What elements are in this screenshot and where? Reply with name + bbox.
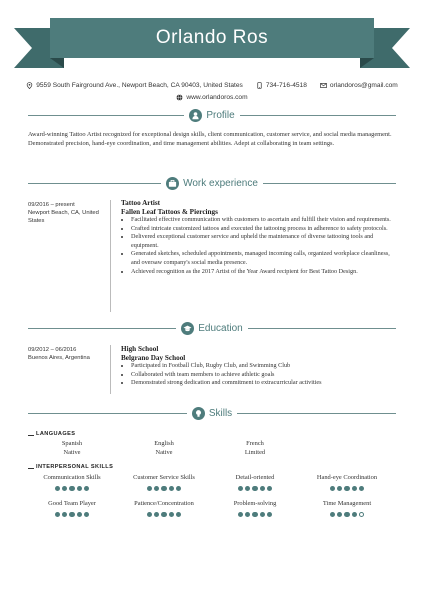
skill-item <box>209 474 301 491</box>
experience-dates: 09/2016 – present <box>28 202 75 208</box>
rating-dot-filled <box>62 486 67 491</box>
company-name: Fallen Leaf Tattoos & Piercings <box>121 207 218 216</box>
experience-section-header <box>28 176 396 190</box>
interpersonal-skills-label: INTERPERSONAL SKILLS <box>36 464 114 470</box>
rating-dot-filled <box>161 486 166 491</box>
rating-dot-filled <box>84 512 89 517</box>
education-bullets <box>121 362 396 388</box>
rating-dot-filled <box>154 512 159 517</box>
rating-dot-filled <box>176 512 181 517</box>
timeline-line <box>110 345 111 394</box>
rating-dot-filled <box>267 512 272 517</box>
contact-email[interactable] <box>320 82 398 89</box>
language-level: Native <box>63 448 81 456</box>
skill-rating <box>301 486 393 491</box>
rating-dot-filled <box>161 512 166 517</box>
rating-dot-filled <box>337 512 342 517</box>
language-name: English <box>154 440 174 447</box>
language-item <box>209 440 301 457</box>
rating-dot-filled <box>55 512 60 517</box>
language-name: French <box>246 440 264 447</box>
divider <box>237 413 396 414</box>
rating-dot-filled <box>359 486 364 491</box>
rating-dot-filled <box>267 486 272 491</box>
skill-name: Detail-oriented <box>235 474 275 481</box>
divider <box>28 115 184 116</box>
candidate-name: Orlando Ros <box>155 27 269 48</box>
rating-dot-filled <box>62 512 67 517</box>
skill-item <box>26 474 118 491</box>
skill-name: Patience/Concentration <box>134 500 194 507</box>
experience-location: Newport Beach, CA, United States <box>28 210 99 224</box>
skill-item <box>118 500 210 517</box>
person-icon <box>189 109 202 122</box>
list-item: • Generated sketches, scheduled appointments, managed incoming calls, organized workplace cleanliness, and oversaw company's social media presence. <box>131 250 396 267</box>
school-name: Belgrano Day School <box>121 353 186 362</box>
skill-item <box>118 474 210 491</box>
name-banner <box>14 18 410 68</box>
list-item: • Facilitated effective communication with customers to ascertain and fulfill their vision and requirements. <box>131 216 396 225</box>
language-name: Spanish <box>61 440 83 447</box>
label-dash <box>28 435 34 436</box>
list-item: • Crafted intricate customized tattoos and executed the tattooing process in adherence to safety protocols. <box>131 225 396 234</box>
banner-main <box>50 18 374 58</box>
education-location: Buenos Aires, Argentina <box>28 355 90 361</box>
divider <box>263 183 396 184</box>
education-dates: 09/2012 – 06/2016 <box>28 347 77 353</box>
skill-name: Time Management <box>322 500 372 507</box>
language-level: Native <box>155 448 173 456</box>
envelope-icon <box>320 82 327 89</box>
skill-rating <box>118 486 210 491</box>
skill-name: Problem-solving <box>233 500 277 507</box>
timeline-line <box>110 200 111 312</box>
rating-dot-filled <box>154 486 159 491</box>
skill-item <box>209 500 301 517</box>
rating-dot-filled <box>176 486 181 491</box>
divider <box>28 413 187 414</box>
rating-dot-filled <box>69 486 74 491</box>
graduation-cap-icon <box>181 322 194 335</box>
rating-dot-filled <box>352 512 357 517</box>
rating-dot-filled <box>330 486 335 491</box>
skill-name: Communication Skills <box>43 474 101 481</box>
skill-item <box>301 474 393 491</box>
rating-dot-filled <box>147 486 152 491</box>
section-title: Work experience <box>183 177 258 189</box>
education-entry <box>121 345 396 388</box>
contact-website[interactable] <box>176 94 247 101</box>
lightbulb-icon <box>192 407 205 420</box>
address-text: 9559 South Fairground Ave., Newport Beach, CA 90403, United States <box>36 81 243 89</box>
website-text: www.orlandoros.com <box>186 93 248 101</box>
experience-bullets <box>121 216 396 276</box>
phone-text: 734-716-4518 <box>265 81 307 89</box>
list-item: • Delivered exceptional customer service and upheld the maintenance of diverse tattooing tools and equipment. <box>131 233 396 250</box>
rating-dot-filled <box>69 512 74 517</box>
divider <box>240 115 396 116</box>
skill-rating <box>209 512 301 517</box>
skill-name: Hand-eye Coordination <box>316 474 378 481</box>
rating-dot-filled <box>337 486 342 491</box>
languages-label: LANGUAGES <box>36 431 76 437</box>
divider <box>28 183 161 184</box>
briefcase-icon <box>166 177 179 190</box>
globe-icon <box>176 94 183 101</box>
divider <box>248 328 396 329</box>
rating-dot-filled <box>252 512 257 517</box>
rating-dot-filled <box>84 486 89 491</box>
skill-rating <box>118 512 210 517</box>
rating-dot-filled <box>169 512 174 517</box>
skill-item <box>301 500 393 517</box>
skill-item <box>26 500 118 517</box>
list-item: • Collaborated with team members to achieve athletic goals <box>131 371 396 380</box>
rating-dot-filled <box>55 486 60 491</box>
rating-dot-filled <box>260 486 265 491</box>
contact-phone[interactable] <box>256 82 307 89</box>
location-pin-icon <box>26 82 33 89</box>
rating-dot-filled <box>77 486 82 491</box>
rating-dot-filled <box>344 486 349 491</box>
contact-info <box>0 80 424 102</box>
language-item <box>118 440 210 457</box>
list-item: • Demonstrated strong dedication and commitment to extracurricular activities <box>131 379 396 388</box>
rating-dot-filled <box>330 512 335 517</box>
profile-summary: Award-winning Tattoo Artist recognized for exceptional design skills, client communication, customer service, and social media management. Demonstrated precision, hand-eye coordination, and time management abilities. Adept at collaborating in team settings. <box>28 131 392 147</box>
profile-section-header <box>28 108 396 122</box>
skill-rating <box>301 512 393 517</box>
list-item: • Participated in Football Club, Rugby Club, and Swimming Club <box>131 362 396 371</box>
rating-dot-filled <box>344 512 349 517</box>
rating-dot-filled <box>169 486 174 491</box>
divider <box>28 328 176 329</box>
phone-icon <box>256 82 263 89</box>
rating-dot-empty <box>359 512 364 517</box>
contact-address <box>26 82 243 89</box>
skill-rating <box>209 486 301 491</box>
rating-dot-filled <box>245 512 250 517</box>
section-title: Skills <box>208 407 233 419</box>
language-level: Limited <box>244 448 266 456</box>
experience-entry <box>121 199 396 276</box>
skill-rating <box>26 486 118 491</box>
skills-section-header <box>28 406 396 420</box>
rating-dot-filled <box>147 512 152 517</box>
language-item <box>26 440 118 457</box>
degree-title: High School <box>121 345 159 353</box>
skill-name: Customer Service Skills <box>133 474 195 481</box>
section-title: Profile <box>206 109 235 121</box>
email-text: orlandoros@gmail.com <box>329 81 398 89</box>
skill-rating <box>26 512 118 517</box>
rating-dot-filled <box>352 486 357 491</box>
rating-dot-filled <box>238 486 243 491</box>
education-section-header <box>28 321 396 335</box>
experience-meta <box>28 201 100 225</box>
education-meta <box>28 346 100 362</box>
rating-dot-filled <box>260 512 265 517</box>
rating-dot-filled <box>252 486 257 491</box>
section-title: Education <box>198 322 243 334</box>
rating-dot-filled <box>238 512 243 517</box>
label-dash <box>28 468 34 469</box>
job-title: Tattoo Artist <box>121 199 161 207</box>
rating-dot-filled <box>77 512 82 517</box>
rating-dot-filled <box>245 486 250 491</box>
list-item: • Achieved recognition as the 2017 Artist of the Year Award recipient for Best Tattoo Design. <box>131 268 396 277</box>
skill-name: Good Team Player <box>48 500 96 507</box>
